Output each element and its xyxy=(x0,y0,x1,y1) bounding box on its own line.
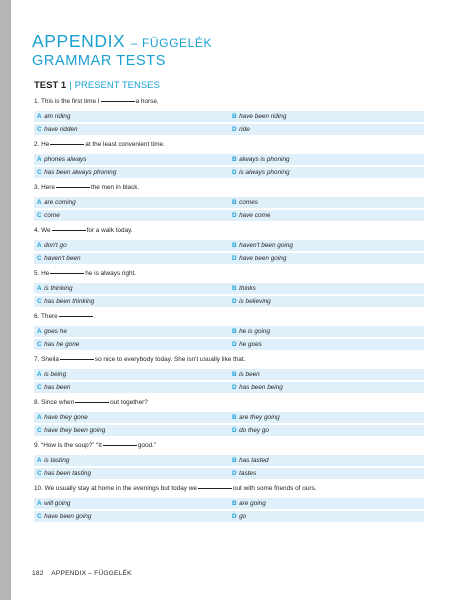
option-text: phones always xyxy=(44,155,87,163)
option-text: thinks xyxy=(239,284,256,292)
answer-option xyxy=(229,382,424,393)
option-letter: B xyxy=(232,327,237,335)
option-text: are coming xyxy=(44,198,76,206)
option-row xyxy=(34,369,424,380)
option-text: is believing xyxy=(239,297,271,305)
title-dash: – FÜGGELÉK xyxy=(130,36,213,50)
question-item xyxy=(34,141,424,178)
option-text: is been xyxy=(239,370,260,378)
answer-option xyxy=(229,154,424,165)
question-tail: he is always right. xyxy=(85,270,137,277)
question-text xyxy=(34,227,424,236)
option-row xyxy=(34,283,424,294)
option-letter: D xyxy=(232,512,237,520)
test-separator: | xyxy=(69,80,72,91)
side-bar xyxy=(0,0,11,600)
option-text: he is going xyxy=(239,327,271,335)
option-text: always is phoning xyxy=(239,155,290,163)
option-letter: C xyxy=(37,211,42,219)
option-letter: D xyxy=(232,168,237,176)
option-text: have come xyxy=(239,211,271,219)
answer-option xyxy=(229,326,424,337)
answer-option xyxy=(229,339,424,350)
option-letter: C xyxy=(37,426,42,434)
question-item xyxy=(34,98,424,135)
option-row xyxy=(34,167,424,178)
test-heading xyxy=(34,80,160,91)
option-row xyxy=(34,498,424,509)
question-item xyxy=(34,313,424,350)
option-text: has been thinking xyxy=(44,297,95,305)
answer-option xyxy=(229,240,424,251)
option-letter: A xyxy=(37,198,42,206)
answer-option xyxy=(34,197,229,208)
question-text xyxy=(34,313,424,322)
answer-option xyxy=(34,339,229,350)
question-item xyxy=(34,227,424,264)
option-letter: D xyxy=(232,297,237,305)
option-text: don't go xyxy=(44,241,67,249)
option-text: has been tasting xyxy=(44,469,92,477)
answer-option xyxy=(229,498,424,509)
option-row xyxy=(34,253,424,264)
answer-blank xyxy=(103,445,137,446)
option-row xyxy=(34,124,424,135)
option-letter: A xyxy=(37,413,42,421)
question-tail: out with some friends of ours. xyxy=(232,485,317,492)
option-row xyxy=(34,382,424,393)
option-text: are going xyxy=(239,499,266,507)
option-row xyxy=(34,455,424,466)
option-row xyxy=(34,468,424,479)
option-text: haven't been xyxy=(44,254,81,262)
question-item xyxy=(34,356,424,393)
option-letter: D xyxy=(232,254,237,262)
option-letter: C xyxy=(37,383,42,391)
option-text: have they gone xyxy=(44,413,88,421)
answer-blank xyxy=(52,230,86,231)
question-stem: 9. “How is the soup?” “It xyxy=(34,442,102,449)
answer-option xyxy=(34,455,229,466)
answer-option xyxy=(229,455,424,466)
option-text: has been always phoning xyxy=(44,168,117,176)
question-stem: 1. This is the first time I xyxy=(34,98,100,105)
option-row xyxy=(34,197,424,208)
option-text: comes xyxy=(239,198,258,206)
question-stem: 5. He xyxy=(34,270,50,277)
option-letter: C xyxy=(37,340,42,348)
answer-option xyxy=(34,412,229,423)
option-text: have been going xyxy=(44,512,92,520)
answer-option xyxy=(229,111,424,122)
option-row xyxy=(34,111,424,122)
option-letter: B xyxy=(232,284,237,292)
option-letter: A xyxy=(37,456,42,464)
option-letter: D xyxy=(232,469,237,477)
question-item xyxy=(34,442,424,479)
option-letter: D xyxy=(232,383,237,391)
answer-option xyxy=(34,210,229,221)
question-text xyxy=(34,270,424,279)
option-letter: A xyxy=(37,241,42,249)
answer-blank xyxy=(56,187,90,188)
answer-option xyxy=(34,154,229,165)
option-letter: A xyxy=(37,112,42,120)
question-text xyxy=(34,356,424,365)
option-text: is being xyxy=(44,370,67,378)
answer-option xyxy=(34,468,229,479)
question-stem: 4. We xyxy=(34,227,51,234)
question-text xyxy=(34,442,424,451)
option-text: haven't been going xyxy=(239,241,293,249)
option-letter: C xyxy=(37,512,42,520)
answer-option xyxy=(229,468,424,479)
option-row xyxy=(34,425,424,436)
question-stem: 8. Since when xyxy=(34,399,75,406)
option-letter: A xyxy=(37,284,42,292)
answer-option xyxy=(34,498,229,509)
test-name: PRESENT TENSES xyxy=(74,80,160,91)
question-text xyxy=(34,98,424,107)
question-item xyxy=(34,399,424,436)
option-text: goes he xyxy=(44,327,67,335)
answer-blank xyxy=(198,488,232,489)
option-letter: B xyxy=(232,413,237,421)
answer-option xyxy=(229,283,424,294)
question-stem: 2. He xyxy=(34,141,50,148)
option-text: will going xyxy=(44,499,71,507)
option-letter: D xyxy=(232,211,237,219)
page-subtitle: GRAMMAR TESTS xyxy=(32,53,167,69)
option-text: ride xyxy=(239,125,250,133)
question-stem: 7. Sheila xyxy=(34,356,59,363)
option-row xyxy=(34,339,424,350)
answer-blank xyxy=(101,101,135,102)
answer-option xyxy=(229,511,424,522)
title-main: APPENDIX xyxy=(32,31,126,51)
question-item xyxy=(34,485,424,522)
option-letter: B xyxy=(232,499,237,507)
option-text: do they go xyxy=(239,426,269,434)
answer-option xyxy=(229,412,424,423)
answer-option xyxy=(34,511,229,522)
question-text xyxy=(34,485,424,494)
option-letter: A xyxy=(37,499,42,507)
option-text: has been being xyxy=(239,383,283,391)
answer-option xyxy=(34,111,229,122)
answer-option xyxy=(34,240,229,251)
option-text: is thinking xyxy=(44,284,73,292)
option-row xyxy=(34,240,424,251)
option-row xyxy=(34,296,424,307)
option-row xyxy=(34,511,424,522)
page-title xyxy=(32,31,212,53)
answer-option xyxy=(34,296,229,307)
answer-option xyxy=(229,253,424,264)
option-text: have ridden xyxy=(44,125,78,133)
option-letter: A xyxy=(37,327,42,335)
question-stem: 10. We usually stay at home in the evenings but today we xyxy=(34,485,197,492)
option-letter: B xyxy=(232,370,237,378)
question-tail: for a walk today. xyxy=(86,227,133,234)
footer-label: APPENDIX – FÜGGELÉK xyxy=(51,570,132,577)
page-number: 182 xyxy=(32,570,44,577)
option-letter: B xyxy=(232,198,237,206)
option-text: he goes xyxy=(239,340,262,348)
question-tail: . xyxy=(93,313,96,320)
answer-option xyxy=(34,167,229,178)
question-stem: 6. There xyxy=(34,313,58,320)
answer-blank xyxy=(50,273,84,274)
option-text: come xyxy=(44,211,60,219)
question-tail: the men in black. xyxy=(90,184,140,191)
answer-option xyxy=(229,167,424,178)
answer-option xyxy=(34,326,229,337)
option-text: have been riding xyxy=(239,112,287,120)
option-letter: B xyxy=(232,456,237,464)
question-tail: at the least convenient time. xyxy=(85,141,165,148)
answer-option xyxy=(229,369,424,380)
answer-option xyxy=(34,283,229,294)
answer-option xyxy=(229,124,424,135)
answer-option xyxy=(229,197,424,208)
option-letter: C xyxy=(37,297,42,305)
option-letter: C xyxy=(37,254,42,262)
option-text: has tasted xyxy=(239,456,269,464)
option-letter: B xyxy=(232,155,237,163)
option-letter: A xyxy=(37,155,42,163)
question-tail: so nice to everybody today. She isn't usually like that. xyxy=(94,356,246,363)
question-tail: good.” xyxy=(137,442,156,449)
option-letter: D xyxy=(232,340,237,348)
answer-option xyxy=(229,296,424,307)
option-row xyxy=(34,154,424,165)
option-letter: C xyxy=(37,168,42,176)
answer-blank xyxy=(50,144,84,145)
option-letter: A xyxy=(37,370,42,378)
option-text: are they going xyxy=(239,413,280,421)
question-item xyxy=(34,184,424,221)
question-text xyxy=(34,141,424,150)
option-row xyxy=(34,412,424,423)
option-letter: C xyxy=(37,125,42,133)
option-letter: B xyxy=(232,112,237,120)
option-text: am riding xyxy=(44,112,71,120)
option-text: is tasting xyxy=(44,456,70,464)
option-text: have they been going xyxy=(44,426,106,434)
answer-blank xyxy=(59,316,93,317)
option-letter: D xyxy=(232,426,237,434)
option-text: tastes xyxy=(239,469,257,477)
answer-option xyxy=(229,210,424,221)
question-stem: 3. Here xyxy=(34,184,55,191)
option-text: have been going xyxy=(239,254,287,262)
answer-option xyxy=(34,425,229,436)
question-list xyxy=(34,98,424,528)
question-tail: out together? xyxy=(110,399,148,406)
answer-option xyxy=(34,124,229,135)
answer-option xyxy=(229,425,424,436)
test-number: TEST 1 xyxy=(34,80,67,91)
question-item xyxy=(34,270,424,307)
option-letter: D xyxy=(232,125,237,133)
option-text: has he gone xyxy=(44,340,80,348)
option-letter: C xyxy=(37,469,42,477)
answer-option xyxy=(34,369,229,380)
option-row xyxy=(34,210,424,221)
answer-blank xyxy=(75,402,109,403)
question-text xyxy=(34,399,424,408)
answer-blank xyxy=(60,359,94,360)
answer-option xyxy=(34,382,229,393)
option-text: is always phoning xyxy=(239,168,290,176)
question-tail: a horse. xyxy=(135,98,159,105)
option-text: go xyxy=(239,512,247,520)
option-row xyxy=(34,326,424,337)
page-footer xyxy=(32,570,132,577)
option-text: has been xyxy=(44,383,71,391)
option-letter: B xyxy=(232,241,237,249)
question-text xyxy=(34,184,424,193)
answer-option xyxy=(34,253,229,264)
